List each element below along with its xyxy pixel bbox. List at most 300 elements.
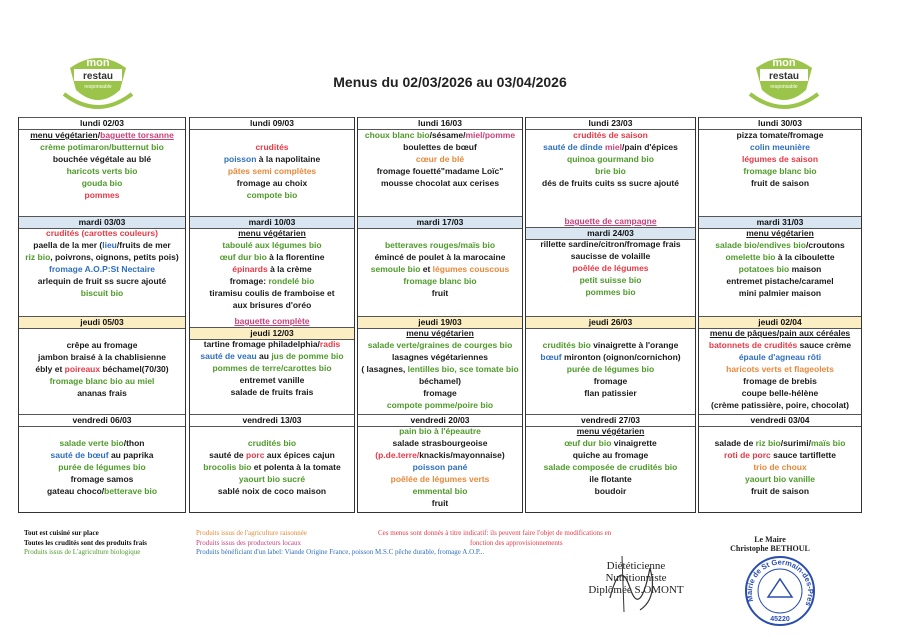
mayor-name: Christophe BETHOUL: [730, 544, 810, 553]
day-menu: [19, 216, 185, 316]
dish-line: [19, 189, 185, 201]
dish-text: épaule d'agneau rôti: [738, 352, 822, 362]
day-menu: [358, 216, 522, 316]
dish-line: [699, 449, 861, 461]
dish-line: [19, 165, 185, 177]
mairie-stamp: [742, 553, 818, 629]
dish-line: [699, 287, 861, 299]
day-dishes: [526, 425, 695, 514]
dish-line: [699, 425, 861, 437]
dish-text: poêlée de légumes: [572, 263, 649, 273]
day-header: vendredi 27/03: [526, 414, 695, 427]
dish-text: sauté de bœuf: [50, 450, 109, 460]
dish-text: /surimi/: [780, 438, 811, 448]
day-menu: [19, 118, 185, 216]
dish-line: [190, 437, 354, 449]
dish-line: [699, 339, 861, 351]
dish-text: menu de pâques/pain aux céréales: [709, 328, 851, 338]
dish-text: emmental bio: [412, 486, 468, 496]
dish-line: [190, 315, 354, 327]
dish-text: riz bio: [755, 438, 781, 448]
dish-text: émincé de poulet à la marocaine: [374, 252, 506, 262]
dish-line: [190, 275, 354, 287]
dish-text: fromage: [593, 376, 628, 386]
footer-legend-item: Toutes les crudités sont des produits frais: [24, 538, 147, 547]
footer-legend-left: [24, 529, 147, 558]
dish-text: lentilles bio, sce tomate bio: [407, 364, 519, 374]
dish-text: légumes de saison: [741, 154, 819, 164]
dish-line: [699, 177, 861, 189]
dish-line: [699, 399, 861, 411]
dish-text: œuf dur bio: [219, 252, 267, 262]
dish-line: [190, 239, 354, 251]
dish-line: [19, 363, 185, 375]
dish-text: trio de choux: [753, 462, 807, 472]
day-header: lundi 02/03: [19, 117, 185, 130]
dish-line: [526, 215, 695, 227]
dish-text: betterave bio: [104, 486, 158, 496]
footer-legend-item: Produits issus de L'agriculture biologique: [24, 548, 141, 556]
day-dishes: [190, 129, 354, 216]
dish-text: rillette sardine/citron/fromage frais: [540, 239, 681, 249]
day-dishes: [19, 425, 185, 514]
dish-line: [190, 165, 354, 177]
dish-text: baguette torsanne: [100, 130, 174, 140]
menu-week-column: [698, 117, 862, 513]
dish-text: compote bio: [246, 190, 298, 200]
dish-line: [526, 339, 695, 351]
dish-line: [358, 473, 522, 485]
dish-line: [699, 251, 861, 263]
dish-text: purée de légumes bio: [566, 364, 655, 374]
day-dishes: [190, 227, 354, 316]
day-dishes: [699, 327, 861, 414]
dish-line: [358, 239, 522, 251]
stamp-postcode: 45220: [770, 616, 790, 623]
dietician-name: Diplômée S.OMONT: [588, 584, 684, 596]
dish-text: fruit de saison: [750, 486, 810, 496]
dish-line: [526, 141, 695, 153]
dish-line: [19, 129, 185, 141]
day-dishes: [19, 129, 185, 216]
dish-text: sauce tartiflette: [770, 450, 836, 460]
day-menu: [699, 316, 861, 414]
dish-text: ( lasagnes,: [361, 364, 408, 374]
dish-text: boudoir: [594, 486, 627, 496]
dish-text: à la ciboulette: [775, 252, 835, 262]
dish-text: semoule bio: [370, 264, 421, 274]
dish-line: [358, 227, 522, 239]
dish-line: [699, 275, 861, 287]
dish-text: baguette complète: [234, 316, 310, 326]
dish-text: fruit de saison: [750, 178, 810, 188]
dish-text: à la crème: [267, 264, 312, 274]
dish-text: miel/pomme: [465, 130, 516, 140]
dish-text: béchamel(70/30): [100, 364, 169, 374]
dish-text: lasagnes végétariennes: [392, 352, 488, 362]
day-menu: [526, 216, 695, 316]
dish-line: [358, 165, 522, 177]
day-menu: [526, 118, 695, 216]
dish-line: [699, 227, 861, 239]
dish-line: [190, 350, 354, 362]
dish-line: [19, 327, 185, 339]
dish-line: [699, 437, 861, 449]
day-header: vendredi 06/03: [19, 414, 185, 427]
dish-line: [19, 437, 185, 449]
dish-line: [19, 485, 185, 497]
dish-text: jambon braisé à la chablisienne: [37, 352, 167, 362]
dish-text: porc: [246, 450, 265, 460]
dish-text: et: [420, 264, 433, 274]
dish-text: fromage de brebis: [743, 376, 817, 386]
logo-text-line2: restau: [768, 71, 800, 82]
day-dishes: [526, 238, 695, 316]
dish-text: pommes: [84, 190, 120, 200]
dish-line: [526, 485, 695, 497]
dish-line: [190, 485, 354, 497]
dish-text: pâtes semi complètes: [227, 166, 317, 176]
dish-text: gateau choco/: [46, 486, 105, 496]
dish-text: pizza tomate/fromage: [736, 130, 824, 140]
day-header: jeudi 02/04: [699, 316, 861, 329]
dish-text: aux brisures d'oréo: [232, 300, 312, 310]
dish-line: [190, 251, 354, 263]
dish-text: menu végétarien: [238, 228, 306, 238]
dish-line: [526, 387, 695, 399]
dish-text: bouchée végétale au blé: [52, 154, 152, 164]
dish-line: [358, 437, 522, 449]
dish-line: [19, 387, 185, 399]
day-dishes: [699, 129, 861, 216]
dish-line: [19, 473, 185, 485]
dish-line: [526, 363, 695, 375]
dish-line: [358, 449, 522, 461]
dish-line: [358, 275, 522, 287]
notice-line: fonction des approvisionnements: [470, 538, 563, 547]
dish-line: [358, 375, 522, 387]
dish-text: crudités (carottes couleurs): [46, 228, 158, 238]
dish-line: [358, 461, 522, 473]
day-header: mardi 10/03: [190, 216, 354, 229]
dish-text: maïs bio: [810, 438, 846, 448]
dish-text: salade verte bio: [59, 438, 124, 448]
dish-text: (p.de.terre/: [375, 450, 420, 460]
dish-text: maison: [789, 264, 822, 274]
dish-text: crudités bio: [542, 340, 591, 350]
dish-text: betteraves rouges/maïs bio: [384, 240, 496, 250]
logo-text-line1: mon: [86, 57, 110, 69]
dish-text: fromage blanc bio au miel: [49, 376, 155, 386]
day-dishes: [190, 425, 354, 514]
dish-text: fromage blanc bio: [403, 276, 477, 286]
dish-line: [358, 399, 522, 411]
dish-line: [19, 177, 185, 189]
day-menu: [19, 316, 185, 414]
day-header: jeudi 05/03: [19, 316, 185, 329]
logo-text-line3: responsable: [770, 84, 798, 90]
dish-text: , poivrons, oignons, petits pois): [50, 252, 179, 262]
dish-text: /: [97, 130, 101, 140]
day-header: jeudi 19/03: [358, 316, 522, 329]
dish-text: salade de fruits frais: [230, 387, 314, 397]
dish-line: [190, 227, 354, 239]
dish-text: sauté de: [209, 450, 247, 460]
dish-line: [358, 485, 522, 497]
day-header: mardi 17/03: [358, 216, 522, 229]
dish-line: [190, 338, 354, 350]
day-header: jeudi 12/03: [190, 327, 354, 340]
dish-text: jus de pomme bio: [271, 351, 344, 361]
day-menu: [358, 118, 522, 216]
dish-line: [190, 299, 354, 311]
dish-text: légumes couscous: [432, 264, 510, 274]
dish-text: crème potimaron/butternut bio: [40, 142, 164, 152]
day-dishes: [358, 425, 522, 514]
day-header: lundi 16/03: [358, 117, 522, 130]
dish-line: [358, 153, 522, 165]
dish-text: menu végétarien: [576, 426, 645, 436]
dish-text: œuf dur bio: [564, 438, 612, 448]
day-menu: [526, 316, 695, 414]
dish-text: radis: [319, 339, 341, 349]
dish-text: épinards: [232, 264, 268, 274]
dish-line: [699, 387, 861, 399]
dish-text: fromage:: [229, 276, 269, 286]
menu-week-column: [525, 117, 696, 513]
dish-text: yaourt bio sucré: [238, 474, 306, 484]
dish-line: [19, 153, 185, 165]
dish-line: [526, 129, 695, 141]
dish-text: batonnets de crudités: [708, 340, 798, 350]
dish-text: poireaux: [64, 364, 101, 374]
dish-text: /thon: [123, 438, 145, 448]
day-header: vendredi 13/03: [190, 414, 354, 427]
dish-text: entremet pistache/caramel: [726, 276, 834, 286]
dish-text: à la napolitaine: [256, 154, 321, 164]
day-header: lundi 09/03: [190, 117, 354, 130]
dish-line: [526, 473, 695, 485]
dish-text: tartine fromage philadelphia/: [203, 339, 320, 349]
dish-line: [526, 327, 695, 339]
dish-text: brie bio: [595, 166, 626, 176]
dish-text: fromage A.O.P:St Nectaire: [49, 264, 155, 274]
menu-week-column: [18, 117, 186, 513]
dish-line: [526, 177, 695, 189]
dish-text: fromage: [423, 388, 457, 398]
dish-line: [19, 239, 185, 251]
day-dishes: [358, 129, 522, 216]
dish-line: [19, 375, 185, 387]
dish-line: [699, 363, 861, 375]
dish-line: [358, 351, 522, 363]
dish-text: ébly et: [35, 364, 65, 374]
dish-line: [699, 473, 861, 485]
dish-text: fruit: [431, 288, 449, 298]
dish-line: [358, 177, 522, 189]
logo-text-line1: mon: [772, 57, 796, 69]
dish-text: miel: [605, 142, 623, 152]
day-header: jeudi 26/03: [526, 316, 695, 329]
dish-text: dés de fruits cuits ss sucre ajouté: [542, 178, 679, 188]
dish-text: menu végétarien: [30, 130, 98, 140]
dish-line: [699, 263, 861, 275]
dish-line: [526, 351, 695, 363]
dish-line: [526, 375, 695, 387]
day-menu: [699, 118, 861, 216]
dish-text: salade verte/graines de courges bio: [367, 340, 513, 350]
dish-line: [19, 449, 185, 461]
dish-text: à la florentine: [266, 252, 325, 262]
dish-text: mousse chocolat aux cerises: [380, 178, 500, 188]
dish-line: [358, 387, 522, 399]
dish-line: [190, 153, 354, 165]
dish-text: baguette de campagne: [564, 216, 657, 226]
dish-text: petit suisse bio: [579, 275, 642, 285]
dish-text: coupe belle-hélène: [741, 388, 819, 398]
dish-text: /pain d'épices: [622, 142, 678, 152]
dish-text: menu végétarien: [406, 328, 474, 338]
dish-text: omelette bio: [725, 252, 776, 262]
dish-text: fromage blanc bio: [743, 166, 817, 176]
day-dishes: [19, 327, 185, 414]
dish-text: mini palmier maison: [738, 288, 822, 298]
dish-line: [19, 263, 185, 275]
day-dishes: [526, 129, 695, 216]
dish-line: [526, 437, 695, 449]
dish-text: (crème patissière, poire, chocolat): [711, 400, 849, 410]
dish-text: arlequin de fruit ss sucre ajouté: [37, 276, 167, 286]
dietician-title: Diététicienne Nutritionniste: [605, 560, 667, 584]
dish-text: /fruits de mer: [116, 240, 171, 250]
dish-text: fruit: [431, 498, 449, 508]
dish-text: crêpe au fromage: [66, 340, 138, 350]
day-header: mardi 24/03: [526, 227, 695, 240]
dish-text: taboulé aux légumes bio: [222, 240, 322, 250]
dish-text: crudités bio: [247, 438, 297, 448]
dish-text: vinaigrette: [611, 438, 657, 448]
dish-line: [699, 485, 861, 497]
dish-text: et polenta à la tomate: [251, 462, 341, 472]
dish-text: menu végétarien: [746, 228, 814, 238]
dish-text: ile flotante: [589, 474, 632, 484]
dish-text: tiramisu coulis de framboise et: [209, 288, 335, 298]
dish-line: [699, 239, 861, 251]
day-header: mardi 03/03: [19, 216, 185, 229]
dish-text: bœuf: [540, 352, 562, 362]
dish-line: [699, 153, 861, 165]
dish-text: pommes de terre/carottes bio: [212, 363, 332, 373]
dish-line: [358, 363, 522, 375]
day-header: lundi 23/03: [526, 117, 695, 130]
dish-line: [19, 425, 185, 437]
dish-text: salade strasbourgeoise: [392, 438, 488, 448]
dish-line: [699, 129, 861, 141]
dish-text: roti de porc: [724, 450, 771, 460]
dish-text: riz bio: [25, 252, 51, 262]
footer-legend-item: Tout est cuisiné sur place: [24, 529, 99, 537]
dish-text: vinaigrette à l'orange: [590, 340, 679, 350]
dish-text: yaourt bio vanille: [745, 474, 815, 484]
dish-line: [526, 153, 695, 165]
dish-text: knackis/mayonnaise): [419, 450, 505, 460]
dish-text: fromage samos: [70, 474, 134, 484]
dish-line: [699, 327, 861, 339]
dish-line: [190, 461, 354, 473]
dish-text: saucisse de volaille: [570, 251, 651, 261]
dish-text: salade composée de crudités bio: [543, 462, 678, 472]
dish-text: crudités: [255, 142, 289, 152]
menu-week-column: [357, 117, 523, 513]
dish-text: sauce crème: [797, 340, 852, 350]
menu-week-column: [189, 117, 355, 513]
day-dishes: [358, 327, 522, 414]
footer-legend-item: Produits issus de l'agriculture raisonnée: [196, 529, 307, 537]
mayor-title: Le Maire: [754, 535, 786, 544]
dish-line: [699, 375, 861, 387]
dish-line: [19, 141, 185, 153]
dish-text: béchamel): [418, 376, 462, 386]
dish-line: [358, 251, 522, 263]
notice-line: Ces menus sont donnés à titre indicatif: ils peuvent faire l'objet de modifications en: [378, 529, 612, 537]
dish-line: [526, 274, 695, 286]
dish-line: [358, 129, 522, 141]
dish-line: [19, 351, 185, 363]
day-menu: [699, 216, 861, 316]
dish-line: [526, 286, 695, 298]
dish-text: au: [256, 351, 272, 361]
dish-line: [19, 251, 185, 263]
dish-text: brocolis bio: [203, 462, 252, 472]
dish-line: [699, 165, 861, 177]
day-menu: [358, 316, 522, 414]
dish-line: [19, 275, 185, 287]
dish-text: biscuit bio: [80, 288, 124, 298]
dish-line: [19, 461, 185, 473]
dish-text: fromage au choix: [236, 178, 308, 188]
day-dishes: [19, 227, 185, 316]
dish-line: [358, 263, 522, 275]
dish-text: ananas frais: [77, 388, 127, 398]
dish-text: au paprika: [108, 450, 154, 460]
dish-text: crudités de saison: [573, 130, 648, 140]
dish-text: lieu: [102, 240, 117, 250]
dish-text: purée de légumes bio: [58, 462, 146, 472]
dish-text: haricots verts et flageolets: [726, 364, 834, 374]
dish-line: [190, 263, 354, 275]
dish-line: [526, 262, 695, 274]
dish-line: [19, 287, 185, 299]
dish-line: [358, 425, 522, 437]
dish-line: [190, 362, 354, 374]
dish-line: [19, 339, 185, 351]
dish-line: [190, 449, 354, 461]
day-header: mardi 31/03: [699, 216, 861, 229]
footer-legend-item: Produits issus des producteurs locaux: [196, 538, 301, 547]
dish-line: [358, 497, 522, 509]
dish-line: [190, 473, 354, 485]
dish-line: [190, 177, 354, 189]
logo-text-line2: restau: [82, 71, 114, 82]
dish-text: cœur de blé: [415, 154, 465, 164]
dish-text: poêlée de légumes verts: [390, 474, 490, 484]
day-menu: [190, 414, 354, 514]
dish-line: [190, 386, 354, 398]
dish-line: [190, 129, 354, 141]
day-menu: [19, 414, 185, 514]
dish-line: [358, 141, 522, 153]
dish-text: pommes bio: [585, 287, 636, 297]
